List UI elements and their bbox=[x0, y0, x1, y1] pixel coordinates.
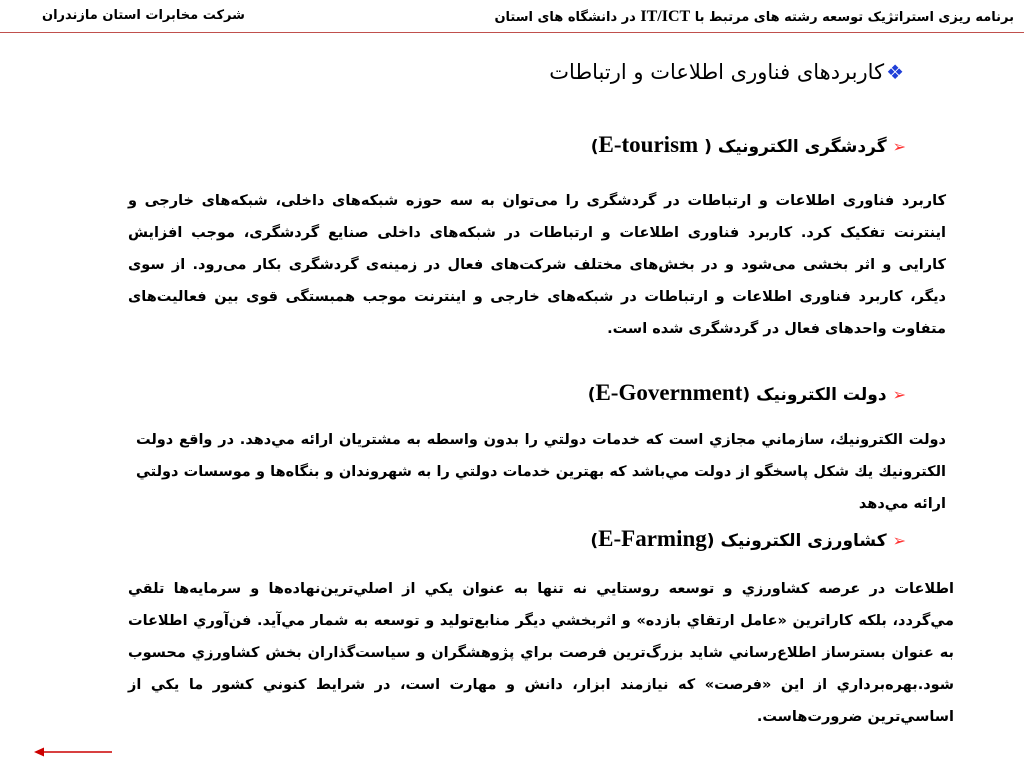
arrowhead-right-icon: ➢ bbox=[892, 531, 906, 550]
header-title bbox=[494, 8, 1014, 26]
section-heading-fa: دولت الکترونیک bbox=[756, 385, 887, 405]
paragraph-etourism: کاربرد فناوری اطلاعات و ارتباطات در گردشگری را می‌توان به سه حوزه شبکه‌های داخلی، شبکه‌های خارجی و اینترنت تفکیک کرد. کاربرد فناوری اطلاعات و ارتباطات در شبکه‌های داخلی صنایع گردشگری، موجب افزایش کارایی و اثر بخشی می‌شود و در بخش‌های مختلف شرکت‌های فعال در زمینه‌ی گردشگری بکار می‌رود. از سوی دیگر، کاربرد فناوری اطلاعات و ارتباطات در شبکه‌های خارجی و اینترنت موجب همبستگی قوی بین فعالیت‌های متفاوت واحدهای فعال در گردشگری شده است. bbox=[128, 193, 946, 337]
header-title-latin: IT/ICT bbox=[640, 8, 691, 25]
slide-header bbox=[0, 0, 1024, 34]
section-heading-etourism bbox=[591, 132, 906, 158]
header-title-suffix: در دانشگاه های استان bbox=[494, 10, 636, 25]
page-title bbox=[549, 60, 904, 84]
section-heading-close-paren: ) bbox=[590, 531, 599, 551]
section-heading-egovernment bbox=[588, 380, 906, 406]
section-heading-open-paren: ( bbox=[706, 531, 715, 551]
back-nav-button[interactable] bbox=[34, 744, 112, 758]
paragraph-efarming: اطلاعات در عرصه كشاورزي و توسعه روستايي نه تنها به عنوان يكي از اصلي‌ترين‌نهاده‌ها و سرمايه‌ها تلقي مي‌گردد، بلكه كاراترين «عامل ارتقاي بازده» و اثربخشي ديگر منابع‌توليد و توسعه به شمار مي‌آيد. فن‌آوري اطلاعات به عنوان بسترساز اطلاع‌رساني شايد بزرگ‌ترين فرصت براي پژوهشگران و سياست‌گذاران بخش كشاورزي محسوب شود.بهره‌برداري از اين «فرصت» كه نيازمند ابزار، دانش و مهارت است، در شرايط كنوني كشور ما يكي از اساسي‌ترين ضرورت‌هاست. bbox=[128, 581, 954, 725]
left-arrow-icon bbox=[34, 745, 112, 759]
section-heading-latin: E-Government bbox=[595, 380, 743, 405]
section-heading-efarming bbox=[590, 526, 906, 552]
section-heading-open-paren: ( bbox=[704, 137, 712, 157]
header-company: شرکت مخابرات استان مازندران bbox=[42, 8, 245, 23]
header-divider bbox=[0, 32, 1024, 33]
diamond-cluster-icon: ❖ bbox=[886, 60, 904, 84]
section-heading-close-paren: ) bbox=[587, 385, 596, 405]
section-heading-latin: E-tourism bbox=[598, 132, 699, 157]
header-title-prefix: برنامه ریزی استراتژیک توسعه رشته های مرتبط با bbox=[694, 10, 1014, 25]
section-heading-latin: E-Farming bbox=[598, 526, 707, 551]
arrowhead-right-icon: ➢ bbox=[892, 137, 906, 156]
paragraph-egovernment: دولت الكترونيك، سازماني مجازي است كه خدمات دولتي را بدون واسطه به مشتريان ارائه مي‌دهد. در واقع دولت الكترونيك يك شكل پاسخگو از دولت مي‌باشد كه بهترين خدمات دولتي را به شهروندان و بنگاه‌ها و موسسات دولتي ارائه مي‌دهد bbox=[136, 432, 946, 512]
arrowhead-right-icon: ➢ bbox=[892, 385, 906, 404]
page-title-text: کاربردهای فناوری اطلاعات و ارتباطات bbox=[549, 60, 885, 84]
section-heading-close-paren: ) bbox=[590, 137, 599, 157]
section-heading-fa: کشاورزی الکترونیک bbox=[720, 531, 887, 551]
section-heading-fa: گردشگری الکترونیک bbox=[717, 137, 887, 157]
section-heading-open-paren: ( bbox=[742, 385, 751, 405]
